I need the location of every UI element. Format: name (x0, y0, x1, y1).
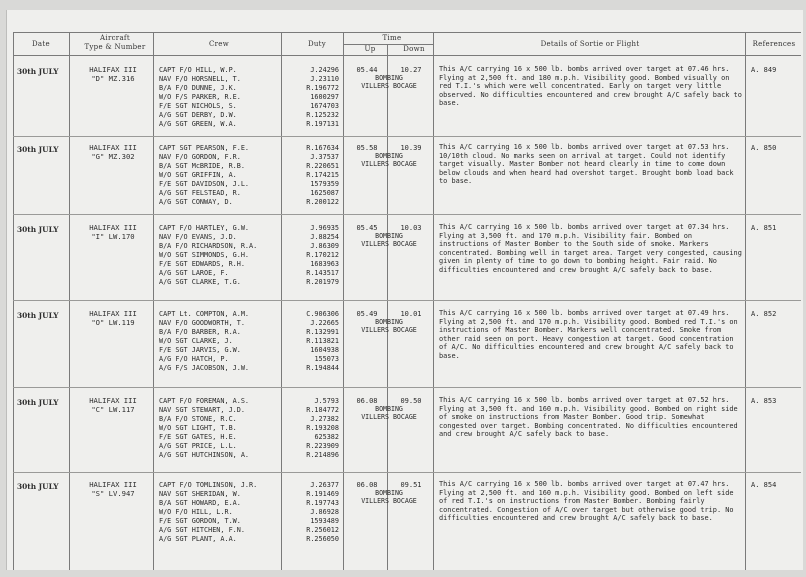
sortie-date: 30th JULY (17, 145, 59, 154)
duty-number: 625382 (314, 433, 339, 441)
sortie-details: This A/C carrying 16 x 500 lb. bombs arrived over target at 07.47 hrs. Flying at 2,500 ft. and 160 m.p.h. Visibility good. Bombed on left side of red T.I.'s on instructions from Master Bomber. Bombing fairly concentrated. Congestion of A/C over target but otherwise good trip. No difficulties encountered and crew brought A/C safely back to base. (439, 480, 734, 523)
crew-member: CAPT SGT PEARSON, F.E. (159, 144, 250, 152)
duty-number: R.170212 (306, 251, 339, 259)
col-rule (153, 32, 154, 570)
duty-number: R.125232 (306, 111, 339, 119)
duty-number: R.194844 (306, 364, 339, 372)
duty-number: J.88254 (310, 233, 339, 241)
crew-member: W/O F/S PARKER, R.E. (159, 93, 241, 101)
aircraft-serial: "C" LW.117 (91, 405, 135, 414)
crew-member: A/G SGT DERBY, D.W. (159, 111, 237, 119)
crew-member: B/A F/O STONE, R.C. (159, 415, 237, 423)
aircraft-type: HALIFAX III (89, 143, 137, 152)
crew-member: B/A F/O BARBER, R.A. (159, 328, 241, 336)
reference-number: A. 851 (751, 224, 777, 232)
col-rule (343, 32, 344, 570)
crew-member: F/E SGT DAVIDSON, J.L. (159, 180, 250, 188)
duty-number: J.37537 (310, 153, 339, 161)
duty-number: R.201979 (306, 278, 339, 286)
duty-number: R.143517 (306, 269, 339, 277)
crew-member: NAV F/O EVANS, J.D. (159, 233, 237, 241)
col-rule (745, 32, 746, 570)
crew-member: B/A SGT McBRIDE, R.B. (159, 162, 245, 170)
crew-member: W/O SGT LIGHT, T.B. (159, 424, 237, 432)
crew-member: A/G SGT GREEN, W.A. (159, 120, 237, 128)
time-down: 09.51 (400, 481, 422, 489)
sortie-separator (13, 136, 801, 137)
crew-member: A/G SGT PLANT, A.A. (159, 535, 237, 543)
crew-member: NAV F/O GOODWORTH, T. (159, 319, 245, 327)
duty-number: R.256050 (306, 535, 339, 543)
aircraft-type: HALIFAX III (89, 480, 137, 489)
sortie-date: 30th JULY (17, 225, 59, 234)
duty-number: J.27382 (310, 415, 339, 423)
crew-member: A/G SGT CONWAY, D. (159, 198, 233, 206)
duty-number: J.96935 (310, 224, 339, 232)
sortie-details: This A/C carrying 16 x 500 lb. bombs arrived over target at 07.49 hrs. Flying at 2,500 ft. and 170 m.p.h. Visibility good. Bombed red T.I.'s on instructions of Master Bomber. Markers well concentrated. Smoke from other raid seen on port. Heavy congestion at target. Good concentration of A/C. No difficulties encountered and crew brought A/C safely back to base. (439, 309, 738, 360)
crew-member: F/E SGT NICHOLS, S. (159, 102, 237, 110)
aircraft-type: HALIFAX III (89, 223, 137, 232)
top-rule (13, 32, 801, 33)
duty-number: R.196772 (306, 84, 339, 92)
time-up: 05.49 (356, 310, 378, 318)
duty-number: R.214896 (306, 451, 339, 459)
sortie-date: 30th JULY (17, 398, 59, 407)
duty-number: R.223909 (306, 442, 339, 450)
duty-number: 1625087 (310, 189, 339, 197)
reference-number: A. 850 (751, 144, 777, 152)
crew-member: A/G SGT LAROE, F. (159, 269, 229, 277)
duty-number: R.200122 (306, 198, 339, 206)
time-down: 10.39 (400, 144, 422, 152)
target-location: VILLERS BOCAGE (361, 160, 417, 168)
crew-member: A/G F/O HATCH, P. (159, 355, 229, 363)
time-down: 09.50 (400, 397, 422, 405)
header-time-down: Down (403, 45, 425, 53)
time-up: 06.08 (356, 397, 378, 405)
aircraft-serial: "O" LW.119 (91, 318, 135, 327)
sortie-date: 30th JULY (17, 311, 59, 320)
crew-member: A/G SGT PRICE, L.L. (159, 442, 237, 450)
sortie-date: 30th JULY (17, 67, 59, 76)
duty-number: R.174215 (306, 171, 339, 179)
crew-member: CAPT F/O TOMLINSON, J.R. (159, 481, 258, 489)
header-aircraft-line1: Aircraft (100, 34, 130, 42)
duty-number: 1674703 (310, 102, 339, 110)
duty-number: 155073 (314, 355, 339, 363)
reference-number: A. 854 (751, 481, 777, 489)
time-down: 10.03 (400, 224, 422, 232)
sortie-separator (13, 300, 801, 301)
header-time-up: Up (364, 45, 376, 53)
header-details: Details of Sortie or Flight (540, 40, 640, 48)
duty-number: R.197131 (306, 120, 339, 128)
time-up: 05.58 (356, 144, 378, 152)
target-task: BOMBING (375, 152, 403, 160)
duty-number: J.22665 (310, 319, 339, 327)
header-duty: Duty (307, 40, 327, 48)
crew-member: A/G SGT FELSTEAD, R. (159, 189, 241, 197)
sortie-details: This A/C carrying 16 x 500 lb. bombs arrived over target at 07.53 hrs. 10/10th cloud. No marks seen on arrival at target. Could not identify target visually. Master Bomber not heard clearly in time to come down below clouds and when heard had overshot target. Brought bomb load back to base. (439, 143, 734, 186)
target-location: VILLERS BOCAGE (361, 82, 417, 90)
aircraft-serial: "S" LV.947 (91, 489, 135, 498)
target-location: VILLERS BOCAGE (361, 240, 417, 248)
header-time: Time (382, 34, 402, 42)
target-location: VILLERS BOCAGE (361, 413, 417, 421)
time-up: 05.44 (356, 66, 378, 74)
target-task: BOMBING (375, 232, 403, 240)
target-task: BOMBING (375, 74, 403, 82)
target-task: BOMBING (375, 318, 403, 326)
duty-number: 1600297 (310, 93, 339, 101)
crew-member: W/O SGT CLARKE, J. (159, 337, 233, 345)
crew-member: NAV SGT STEWART, J.D. (159, 406, 245, 414)
crew-member: CAPT F/O FOREMAN, A.S. (159, 397, 250, 405)
time-up: 06.08 (356, 481, 378, 489)
aircraft-serial: "G" MZ.302 (91, 152, 135, 161)
sortie-details: This A/C carrying 16 x 500 lb. bombs arrived over target at 07.34 hrs. Flying at 3,500 ft. and 170 m.p.h. Visibility fair. Bombed on instructions of Master Bomber to the South side of smoke. Markers concentrated. Bombing well in target area. Target very congested, causing given in plenty of time to go down to bombing height. Fair raid. No difficulties encountered and crew brought A/C safely back to base. (439, 223, 742, 274)
crew-member: A/G SGT HUTCHINSON, A. (159, 451, 250, 459)
crew-member: NAV F/O HORSNELL, T. (159, 75, 241, 83)
crew-member: F/E SGT GORDON, T.W. (159, 517, 241, 525)
aircraft-serial: "D" MZ.316 (91, 74, 135, 83)
duty-number: 1683963 (310, 260, 339, 268)
duty-number: R.113821 (306, 337, 339, 345)
sortie-details: This A/C carrying 16 x 500 lb. bombs arrived over target at 07.46 hrs. Flying at 2,500 ft. and 180 m.p.h. Visibility good. Bombed visually on red T.I.'s which were well concentrated. Early on target very little observed. No difficulties encountered and crew brought A/C safely back to base. (439, 65, 742, 108)
aircraft-type: HALIFAX III (89, 396, 137, 405)
crew-member: A/G SGT HITCHEN, F.N. (159, 526, 245, 534)
reference-number: A. 849 (751, 66, 777, 74)
duty-number: R.220651 (306, 162, 339, 170)
header-references: References (752, 40, 796, 48)
crew-member: W/O SGT SIMMONDS, G.H. (159, 251, 250, 259)
col-rule (433, 32, 434, 570)
sortie-separator (13, 214, 801, 215)
crew-member: F/E SGT EDWARDS, R.H. (159, 260, 245, 268)
crew-member: NAV F/O GORDON, F.R. (159, 153, 241, 161)
reference-number: A. 852 (751, 310, 777, 318)
duty-number: R.191469 (306, 490, 339, 498)
duty-number: R.184772 (306, 406, 339, 414)
crew-member: A/G F/S JACOBSON, J.W. (159, 364, 250, 372)
col-rule (13, 32, 14, 570)
header-crew: Crew (208, 40, 230, 48)
duty-number: 1579359 (310, 180, 339, 188)
crew-member: F/E SGT GATES, H.E. (159, 433, 237, 441)
crew-member: W/O F/O HILL, L.R. (159, 508, 233, 516)
time-down: 10.01 (400, 310, 422, 318)
duty-number: J.86928 (310, 508, 339, 516)
target-location: VILLERS BOCAGE (361, 497, 417, 505)
reference-number: A. 853 (751, 397, 777, 405)
target-task: BOMBING (375, 489, 403, 497)
sortie-separator (13, 472, 801, 473)
crew-member: F/E SGT JARVIS, G.W. (159, 346, 241, 354)
sortie-details: This A/C carrying 16 x 500 lb. bombs arrived over target at 07.52 hrs. Flying at 3,500 ft. and 160 m.p.h. Visibility good. Bombed on right side of smoke on instructions from Master Bomber. Good trip. Somewhat congested over target. Bombing concentrated. No difficulties encountered and crew brought A/C safely back to base. (439, 396, 738, 439)
aircraft-serial: "I" LW.170 (91, 232, 135, 241)
crew-member: B/A SGT HOWARD, E.A. (159, 499, 241, 507)
time-down: 10.27 (400, 66, 422, 74)
header-date: Date (32, 40, 50, 48)
duty-number: J.86309 (310, 242, 339, 250)
col-rule (69, 32, 70, 570)
crew-member: B/A F/O RICHARDSON, R.A. (159, 242, 258, 250)
crew-member: NAV SGT SHERIDAN, W. (159, 490, 241, 498)
crew-member: A/G SGT CLARKE, T.G. (159, 278, 241, 286)
duty-number: C.906306 (306, 310, 339, 318)
operations-record-sheet (6, 10, 803, 570)
duty-number: J.26377 (310, 481, 339, 489)
crew-member: CAPT Lt. COMPTON, A.M. (159, 310, 250, 318)
sortie-date: 30th JULY (17, 482, 59, 491)
col-rule (281, 32, 282, 570)
duty-number: J.24296 (310, 66, 339, 74)
duty-number: R.197743 (306, 499, 339, 507)
duty-number: J.5793 (314, 397, 339, 405)
time-up: 05.45 (356, 224, 378, 232)
crew-member: CAPT F/O HARTLEY, G.W. (159, 224, 250, 232)
time-sub-rule (343, 44, 433, 45)
crew-member: W/O SGT GRIFFIN, A. (159, 171, 237, 179)
duty-number: 1604938 (310, 346, 339, 354)
aircraft-type: HALIFAX III (89, 309, 137, 318)
target-task: BOMBING (375, 405, 403, 413)
duty-number: R.167634 (306, 144, 339, 152)
duty-number: 1593489 (310, 517, 339, 525)
aircraft-type: HALIFAX III (89, 65, 137, 74)
duty-number: R.193208 (306, 424, 339, 432)
target-location: VILLERS BOCAGE (361, 326, 417, 334)
duty-number: R.256012 (306, 526, 339, 534)
sortie-separator (13, 387, 801, 388)
header-bottom-rule (13, 55, 801, 56)
crew-member: CAPT F/O HILL, W.P. (159, 66, 237, 74)
header-aircraft-line2: Type & Number (84, 43, 146, 51)
duty-number: R.132991 (306, 328, 339, 336)
crew-member: B/A F/O DUNNE, J.K. (159, 84, 237, 92)
duty-number: J.23110 (310, 75, 339, 83)
